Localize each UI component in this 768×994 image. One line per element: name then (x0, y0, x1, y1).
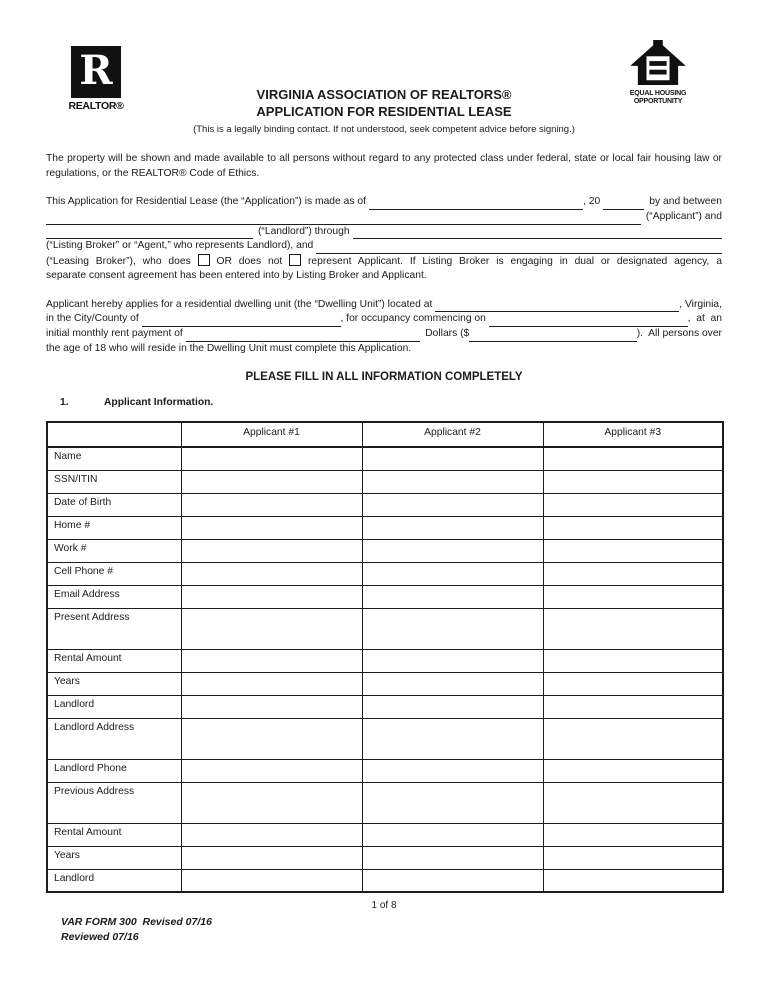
applicant3-work-phone-cell[interactable] (543, 539, 723, 562)
dwelling-line-4: the age of 18 who will reside in the Dwelling Unit must complete this Application. (46, 342, 412, 354)
realtor-logo-label: REALTOR® (68, 100, 124, 112)
section-title: Applicant Information. (104, 397, 214, 409)
table-row-landlord (47, 695, 723, 718)
form-header (46, 0, 722, 140)
applicant3-name-cell[interactable] (543, 447, 723, 470)
table-row-present-address (47, 608, 723, 649)
dwelling-line-2 (46, 312, 722, 327)
application-line-5 (46, 254, 722, 269)
realtor-r-icon: R (79, 47, 113, 94)
dwelling-text-at-an: , at an (687, 313, 723, 325)
applicant1-rental-amount-cell[interactable] (181, 649, 362, 672)
application-line-4 (46, 239, 722, 254)
blank-city-county[interactable] (142, 314, 341, 327)
dwelling-text-all-persons: ). All persons over (636, 327, 722, 339)
row-label: Name (47, 447, 181, 470)
applicant2-previous-address-cell[interactable] (362, 782, 543, 823)
applicant1-landlord-cell[interactable] (181, 695, 362, 718)
application-text-represent-applicant: represent Applicant. If Listing Broker is engaging in dual or designated agency, a (307, 256, 722, 268)
table-row-prev-rental-amount (47, 823, 723, 846)
table-row-prev-years (47, 846, 723, 869)
row-label: Previous Address (47, 782, 181, 823)
blank-rent-amount-numeric[interactable] (469, 329, 636, 342)
applicant1-work-phone-cell[interactable] (181, 539, 362, 562)
table-row-landlord-address (47, 718, 723, 759)
row-label: Landlord Address (47, 718, 181, 759)
application-text-listing-broker: (“Listing Broker” or “Agent,” who represents Landlord), and (46, 240, 314, 252)
applicant1-landlord-address-cell[interactable] (181, 718, 362, 759)
table-row-years (47, 672, 723, 695)
table-row-dob (47, 493, 723, 516)
applicant2-years-cell[interactable] (362, 672, 543, 695)
row-label: Email Address (47, 585, 181, 608)
row-label: SSN/ITIN (47, 470, 181, 493)
table-row-cell-phone (47, 562, 723, 585)
table-row-home-phone (47, 516, 723, 539)
row-label: Cell Phone # (47, 562, 181, 585)
application-line-3 (46, 225, 722, 240)
form-title-line2: APPLICATION FOR RESIDENTIAL LEASE (256, 104, 512, 119)
applicant3-rental-amount-cell[interactable] (543, 649, 723, 672)
checkbox-does-represent[interactable] (198, 254, 210, 266)
row-label: Years (47, 672, 181, 695)
row-label: Present Address (47, 608, 181, 649)
blank-applicant-name[interactable] (46, 212, 641, 225)
checkbox-does-not-represent[interactable] (289, 254, 301, 266)
blank-listing-broker-name[interactable] (353, 226, 722, 239)
table-row-name (47, 447, 723, 470)
applicant1-landlord-phone-cell[interactable] (181, 759, 362, 782)
realtor-logo (65, 46, 127, 112)
form-subtitle: (This is a legally binding contact. If not understood, seek competent advice before signing.) (193, 124, 575, 135)
realtor-logo-box (71, 46, 121, 98)
application-text-or-does-not: OR does not (216, 256, 283, 268)
applicant3-ssn-cell[interactable] (543, 470, 723, 493)
page-number: 1 of 8 (371, 900, 397, 912)
applicant3-dob-cell[interactable] (543, 493, 723, 516)
equal-housing-label-line1: EQUAL HOUSING (629, 90, 687, 97)
fair-housing-paragraph: The property will be shown and made available to all persons without regard to any protected class under federal, state or local fair housing law or regulations, or the REALTOR® Code of Ethics. (46, 153, 722, 179)
applicant2-prev-rental-amount-cell[interactable] (362, 823, 543, 846)
row-label: Landlord (47, 695, 181, 718)
applicant3-prev-landlord-cell[interactable] (543, 869, 723, 892)
form-version-line1: VAR FORM 300 Revised 07/16 (61, 916, 212, 929)
applicant2-prev-years-cell[interactable] (362, 846, 543, 869)
table-header-row (47, 422, 723, 447)
application-text-leasing-broker-does: (“Leasing Broker”), who does (46, 256, 191, 268)
blank-landlord-name[interactable] (46, 226, 253, 239)
applicant1-ssn-cell[interactable] (181, 470, 362, 493)
applicant2-landlord-cell[interactable] (362, 695, 543, 718)
applicant3-home-phone-cell[interactable] (543, 516, 723, 539)
blank-year[interactable] (603, 197, 644, 210)
form-title-line1: VIRGINIA ASSOCIATION OF REALTORS® (256, 87, 512, 102)
table-row-email (47, 585, 723, 608)
dwelling-text-virginia: , Virginia, (679, 298, 722, 310)
application-text-comma-20: , 20 (583, 196, 601, 208)
application-text-by-and-between: by and between (649, 196, 722, 208)
applicant1-name-cell[interactable] (181, 447, 362, 470)
applicant2-column-header: Applicant #2 (362, 422, 543, 447)
applicant3-cell-phone-cell[interactable] (543, 562, 723, 585)
applicant1-years-cell[interactable] (181, 672, 362, 695)
applicant1-prev-years-cell[interactable] (181, 846, 362, 869)
blank-made-as-of-date[interactable] (369, 197, 583, 210)
blank-rent-amount-words[interactable] (186, 329, 420, 342)
row-label: Work # (47, 539, 181, 562)
table-row-previous-address (47, 782, 723, 823)
form-titles (46, 0, 722, 137)
section-1-heading (46, 396, 722, 410)
row-label: Home # (47, 516, 181, 539)
applicant1-home-phone-cell[interactable] (181, 516, 362, 539)
form-version-line2: Reviewed 07/16 (61, 930, 139, 943)
blank-leasing-broker-name[interactable] (316, 241, 722, 254)
applicant3-column-header: Applicant #3 (543, 422, 723, 447)
applicant2-ssn-cell[interactable] (362, 470, 543, 493)
applicant2-landlord-address-cell[interactable] (362, 718, 543, 759)
dwelling-text-located-at: Applicant hereby applies for a residential dwelling unit (the “Dwelling Unit”) located at (46, 298, 433, 310)
applicant2-work-phone-cell[interactable] (362, 539, 543, 562)
applicant3-present-address-cell[interactable] (543, 608, 723, 649)
row-label: Date of Birth (47, 493, 181, 516)
applicant3-previous-address-cell[interactable] (543, 782, 723, 823)
applicant1-column-header: Applicant #1 (181, 422, 362, 447)
dwelling-text-city-county: in the City/County of (46, 313, 139, 325)
applicant3-landlord-address-cell[interactable] (543, 718, 723, 759)
dwelling-text-commencing-on: , for occupancy commencing on (340, 313, 486, 325)
row-label: Landlord (47, 869, 181, 892)
applicant1-email-cell[interactable] (181, 585, 362, 608)
applicant2-cell-phone-cell[interactable] (362, 562, 543, 585)
section-number: 1. (60, 397, 69, 409)
applicant2-landlord-phone-cell[interactable] (362, 759, 543, 782)
blank-property-address[interactable] (435, 299, 679, 312)
applicant-info-table (46, 421, 724, 893)
application-paragraph (46, 195, 722, 283)
table-row-prev-landlord (47, 869, 723, 892)
applicant3-landlord-cell[interactable] (543, 695, 723, 718)
application-text-applicant-and: (“Applicant”) and (645, 211, 722, 223)
applicant2-name-cell[interactable] (362, 447, 543, 470)
dwelling-paragraph (46, 298, 722, 357)
applicant1-prev-landlord-cell[interactable] (181, 869, 362, 892)
applicant2-email-cell[interactable] (362, 585, 543, 608)
table-row-ssn (47, 470, 723, 493)
applicant3-email-cell[interactable] (543, 585, 723, 608)
form-footer (46, 915, 722, 944)
application-line-6: separate consent agreement has been entered into by Listing Broker and Applicant. (46, 269, 427, 281)
application-line-1 (46, 195, 722, 210)
dwelling-line-1 (46, 298, 722, 313)
applicant1-previous-address-cell[interactable] (181, 782, 362, 823)
applicant1-dob-cell[interactable] (181, 493, 362, 516)
applicant2-present-address-cell[interactable] (362, 608, 543, 649)
equal-housing-label (622, 90, 694, 106)
applicant1-prev-rental-amount-cell[interactable] (181, 823, 362, 846)
dwelling-text-dollars: Dollars ($ (425, 327, 470, 339)
applicant2-home-phone-cell[interactable] (362, 516, 543, 539)
applicant1-present-address-cell[interactable] (181, 608, 362, 649)
equal-housing-label-line2: OPPORTUNITY (633, 98, 683, 105)
application-text-landlord-through: (“Landlord”) through (258, 225, 350, 237)
applicant3-prev-rental-amount-cell[interactable] (543, 823, 723, 846)
fill-instruction-heading: PLEASE FILL IN ALL INFORMATION COMPLETELY (245, 371, 523, 384)
applicant3-prev-years-cell[interactable] (543, 846, 723, 869)
applicant2-rental-amount-cell[interactable] (362, 649, 543, 672)
blank-occupancy-date[interactable] (489, 314, 688, 327)
table-row-landlord-phone (47, 759, 723, 782)
applicant2-dob-cell[interactable] (362, 493, 543, 516)
row-label: Landlord Phone (47, 759, 181, 782)
applicant3-years-cell[interactable] (543, 672, 723, 695)
table-row-work-phone (47, 539, 723, 562)
equal-housing-logo (622, 40, 694, 106)
row-label: Years (47, 846, 181, 869)
application-line-2 (46, 210, 722, 225)
applicant2-prev-landlord-cell[interactable] (362, 869, 543, 892)
table-row-rental-amount (47, 649, 723, 672)
row-label: Rental Amount (47, 823, 181, 846)
row-label: Rental Amount (47, 649, 181, 672)
label-column-header (47, 422, 181, 447)
applicant1-cell-phone-cell[interactable] (181, 562, 362, 585)
application-text-made-as-of: This Application for Residential Lease (the “Application”) is made as of (46, 196, 366, 208)
dwelling-line-3 (46, 327, 722, 342)
equal-housing-house-icon (629, 40, 687, 86)
applicant3-landlord-phone-cell[interactable] (543, 759, 723, 782)
dwelling-text-rent-payment: initial monthly rent payment of (46, 327, 183, 339)
